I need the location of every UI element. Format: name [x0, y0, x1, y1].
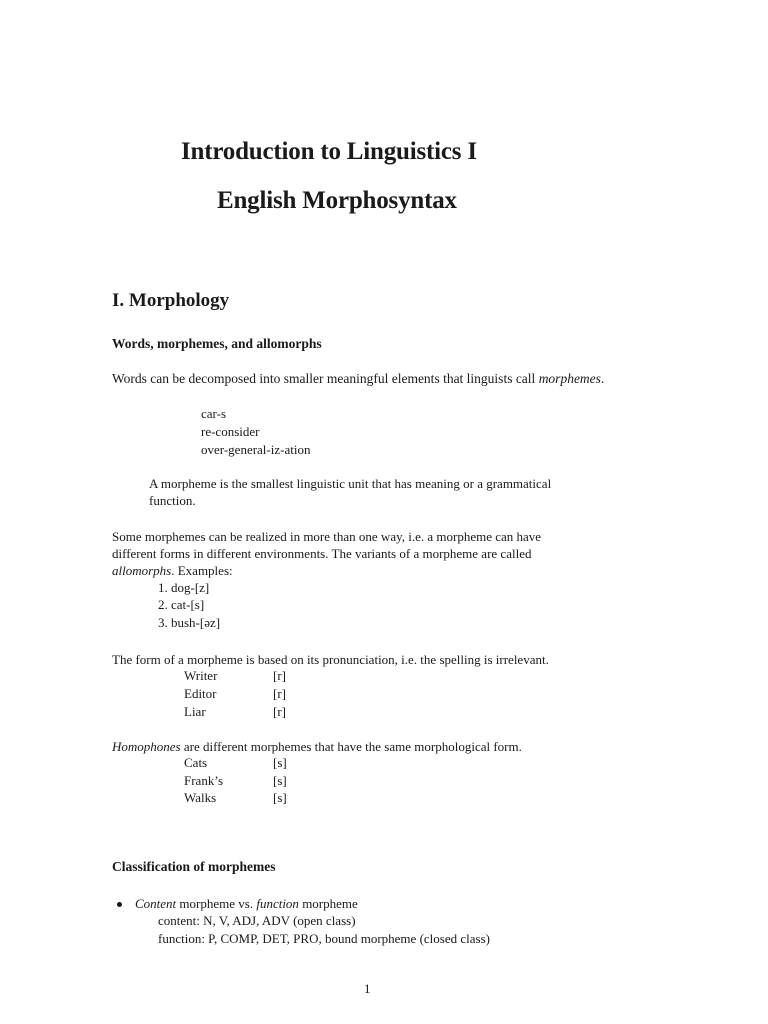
bullet-dot: [117, 902, 122, 907]
subsection-heading-classification: Classification of morphemes: [112, 859, 276, 874]
example-item: car-s: [201, 406, 226, 421]
table-word: Liar: [184, 704, 206, 719]
paragraph-emphasis: Homophones: [112, 739, 181, 754]
paragraph-emphasis: function: [256, 896, 299, 911]
table-sound: [s]: [273, 790, 287, 805]
paragraph-emphasis: allomorphs: [112, 563, 172, 578]
paragraph-text: are different morphemes that have the same morphological form.: [180, 739, 522, 754]
paragraph-text: morpheme: [298, 896, 358, 911]
paragraph-morphemes: [112, 370, 604, 387]
allomorph-example: 2. cat-[s]: [158, 597, 205, 612]
paragraph-text: .: [600, 371, 605, 386]
paragraph-allomorphs-line: Some morphemes can be realized in more than one way, i.e. a morpheme can have: [112, 529, 542, 544]
page-number: 1: [364, 981, 371, 996]
bullet-subitem: function: P, COMP, DET, PRO, bound morpheme (closed class): [158, 931, 490, 946]
paragraph-text: . Examples:: [171, 563, 233, 578]
example-item: re-consider: [201, 424, 260, 439]
table-sound: [r]: [273, 686, 286, 701]
table-sound: [r]: [273, 668, 286, 683]
paragraph-allomorphs-line: different forms in different environments. The variants of a morpheme are called: [112, 546, 532, 561]
allomorph-example: 1. dog-[z]: [158, 580, 210, 595]
table-sound: [s]: [273, 755, 287, 770]
bullet-subitem: content: N, V, ADJ, ADV (open class): [158, 913, 356, 928]
table-word: Writer: [184, 668, 218, 683]
title-line-2: English Morphosyntax: [217, 187, 457, 214]
table-sound: [r]: [273, 704, 286, 719]
paragraph-emphasis: Content: [135, 896, 177, 911]
subsection-heading-words: Words, morphemes, and allomorphs: [112, 336, 322, 351]
allomorph-example: 3. bush-[əz]: [158, 615, 221, 630]
table-word: Walks: [184, 790, 217, 805]
bullet-item: [135, 895, 358, 913]
definition-line: A morpheme is the smallest linguistic unit that has meaning or a grammatical: [149, 476, 552, 491]
paragraph-allomorphs-line: [112, 562, 233, 580]
title-line-1: Introduction to Linguistics I: [181, 138, 477, 165]
definition-line: function.: [149, 493, 196, 508]
paragraph-homophones: [112, 738, 522, 756]
table-word: Frank’s: [184, 773, 223, 788]
paragraph-pronunciation: The form of a morpheme is based on its pronunciation, i.e. the spelling is irrelevant.: [112, 652, 549, 667]
paragraph-text: Words can be decomposed into smaller meaningful elements that linguists call: [112, 371, 539, 386]
table-word: Editor: [184, 686, 217, 701]
table-word: Cats: [184, 755, 208, 770]
paragraph-text: morpheme vs.: [176, 896, 257, 911]
table-sound: [s]: [273, 773, 287, 788]
paragraph-emphasis: morphemes: [538, 371, 601, 386]
section-heading: I. Morphology: [112, 290, 230, 311]
example-item: over-general-iz-ation: [201, 442, 311, 457]
